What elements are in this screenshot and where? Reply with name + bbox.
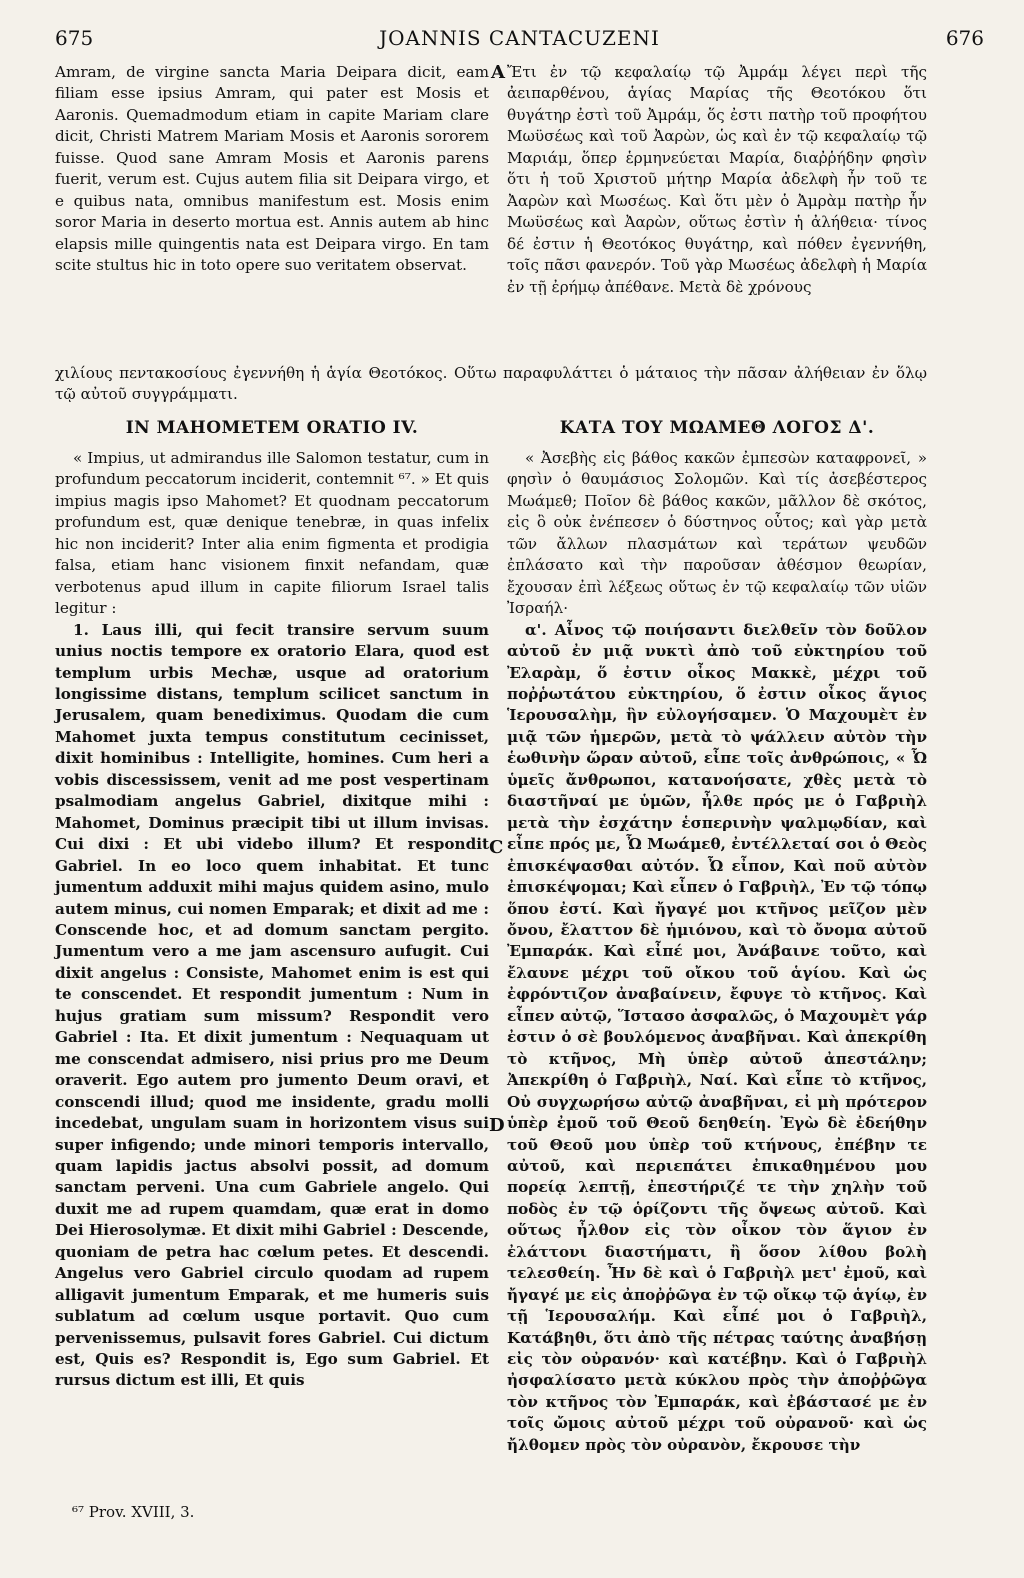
greek-intro-paragraph: « Ἀσεβὴς εἰς βάθος κακῶν ἐμπεσὼν καταφρονεῖ, » φησὶν ὁ θαυμάσιος Σολομῶν. Καὶ τίς ἀσεβέστερος Μωάμεθ; Ποῖον δὲ βάθος κακῶν, μᾶλλον δὲ σκότος, εἰς ὃ οὐκ ἐνέπεσεν ὁ δύστηνος οὗτος; καὶ γὰρ μετὰ τῶν ἄλλων πλασμάτων καὶ τεράτων ψευδῶν ἐπλάσατο καὶ τὴν παροῦσαν ἀθέσμον θεωρίαν, ἔχουσαν ἐπὶ λέξεως οὕτως ἐν τῷ κεφαλαίῳ τῶν υἱῶν Ἰσραήλ· bbox=[507, 449, 927, 618]
footnote: ⁶⁷ Prov. XVIII, 3. bbox=[72, 1503, 195, 1521]
latin-top-text: Amram, de virgine sancta Maria Deipara dicit, eam filiam esse ipsius Amram, qui pater est Mosis et Aaronis. Quemadmodum etiam in capite Mariam clare dicit, Christi Matrem Mariam Mosis et Aaronis sororem fuisse. Quod sane Amram Mosis et Aaronis parens fuerit, verum est. Cujus autem filia sit Deipara virgo, et e quibus nata, omnibus manifestum est. Mosis enim soror Maria in deserto mortua est. Annis autem ab hinc elapsis mille quingentis nata est Deipara virgo. En tam scite stultus hic in toto opere suo veritatem observat. bbox=[55, 63, 489, 275]
latin-intro-paragraph: « Impius, ut admirandus ille Salomon testatur, cum in profundum peccatorum inciderit, contemnit ⁶⁷. » Et quis impius magis ipso Mahomet? Et quodnam peccatorum profundum est, quæ denique tenebræ, in quas infelix hic non inciderit? Inter alia enim figmenta et prodigia falsa, etiam hanc visionem finxit nefandam, quæ verbotenus apud illum in capite filiorum Israel talis legitur : bbox=[55, 449, 489, 618]
margin-mark-a: A bbox=[491, 62, 505, 83]
greek-main-column bbox=[507, 448, 927, 1456]
margin-mark-c: C bbox=[489, 837, 504, 858]
right-page-number: 676 bbox=[945, 26, 984, 50]
latin-body-paragraph: 1. Laus illi, qui fecit transire servum suum unius noctis tempore ex oratorio Elara, quod est templum urbis Mechæ, usque ad oratorium longissime distans, templum scilicet sanctum in Jerusalem, quam benediximus. Quodam die cum Mahomet juxta tempus constitutum cecinisset, dixit hominibus : Intelligite, homines. Cum heri a vobis discessissem, venit ad me post vespertinam psalmodiam angelus Gabriel, dixitque mihi : Mahomet, Dominus præcipit tibi ut illum invisas. Cui dixi : Et ubi videbo illum? Et respondit Gabriel. In eo loco quem inhabitat. Et tunc jumentum adduxit mihi majus quidem asino, mulo autem minus, cui nomen Emparak; et dixit ad me : Conscende hoc, et ad domum sanctam pergito. Jumentum vero a me jam ascensuro aufugit. Cui dixit angelus : Consiste, Mahomet enim is est qui te conscendet. Et respondit jumentum : Num in hujus gratiam sum missum? Respondit vero Gabriel : Ita. Et dixit jumentum : Nequaquam ut me conscendat admisero, nisi prius pro me Deum oraverit. Ego autem pro jumento Deum oravi, et conscendi illud; quod me insidente, gradu molli incedebat, ungulam suam in horizontem visus sui super infigendo; unde minori temporis intervallo, quam lapidis jactus absolvi possit, ad domum sanctam perveni. Una cum Gabriele angelo. Qui duxit me ad rupem quamdam, quæ erat in domo Dei Hierosolymæ. Et dixit mihi Gabriel : Descende, quoniam de petra hac cœlum petes. Et descendi. Angelus vero Gabriel circulo quodam ad rupem alligavit jumentum Emparak, et me humeris suis sublatum ad cœlum usque portavit. Quo cum pervenissemus, pulsavit fores Gabriel. Cui dictum est, Quis es? Respondit is, Ego sum Gabriel. Et rursus dictum est illi, Et quis bbox=[55, 620, 489, 1390]
greek-overflow-text: χιλίους πεντακοσίους ἐγεννήθη ἡ ἁγία Θεοτόκος. Οὕτω παραφυλάττει ὁ μάταιος τὴν πᾶσαν ἀλήθειαν ἐν ὅλῳ τῷ αὐτοῦ συγγράμματι. bbox=[55, 364, 927, 404]
greek-overflow-paragraph bbox=[55, 363, 927, 406]
latin-top-paragraph bbox=[55, 62, 489, 277]
running-title: JOANNIS CANTACUZENI bbox=[379, 26, 660, 50]
latin-main-column bbox=[55, 448, 489, 1392]
greek-section-title: ΚΑΤΑ ΤΟΥ ΜΩΑΜΕΘ ΛΟΓΟΣ Δ'. bbox=[559, 418, 875, 438]
running-header bbox=[55, 26, 984, 56]
greek-body-paragraph: α'. Αἶνος τῷ ποιήσαντι διελθεῖν τὸν δοῦλον αὐτοῦ ἐν μιᾷ νυκτὶ ἀπὸ τοῦ εὐκτηρίου τοῦ Ἐλαρὰμ, ὅ ἐστιν οἶκος Μακκὲ, μέχρι τοῦ ποῤῥωτάτου εὐκτηρίου, ὅ ἐστιν οἶκος ἅγιος Ἱερουσαλὴμ, ἣν εὐλογήσαμεν. Ὁ Μαχουμὲτ ἐν μιᾷ τῶν ἡμερῶν, μετὰ τὸ ψάλλειν αὐτὸν τὴν ἑωθινὴν ὥραν αὐτοῦ, εἶπε τοῖς ἀνθρώποις, « Ὦ ὑμεῖς ἄνθρωποι, κατανοήσατε, χθὲς μετὰ τὸ διαστῆναί με ὑμῶν, ἦλθε πρός με ὁ Γαβριὴλ μετὰ τὴν ἐσχάτην ἑσπερινὴν ψαλμῳδίαν, καὶ εἶπε πρός με, Ὦ Μωάμεθ, ἐντέλλεταί σοι ὁ Θεὸς ἐπισκέψασθαι αὐτόν. Ὦ εἶπον, Καὶ ποῦ αὐτὸν ἐπισκέψομαι; Καὶ εἶπεν ὁ Γαβριὴλ, Ἐν τῷ τόπῳ ὅπου ἐστί. Καὶ ἤγαγέ μοι κτῆνος μεῖζον μὲν ὄνου, ἔλαττον δὲ ἡμιόνου, καὶ τὸ ὄνομα αὐτοῦ Ἐμπαράκ. Καὶ εἶπέ μοι, Ἀνάβαινε τοῦτο, καὶ ἔλαυνε μέχρι τοῦ οἴκου τοῦ ἁγίου. Καὶ ὡς ἐφρόντιζον ἀναβαίνειν, ἔφυγε τὸ κτῆνος. Καὶ εἶπεν αὐτῷ, Ἵστασο ἀσφαλῶς, ὁ Μαχουμὲτ γάρ ἐστιν ὁ σὲ βουλόμενος ἀναβῆναι. Καὶ ἀπεκρίθη τὸ κτῆνος, Μὴ ὑπὲρ αὐτοῦ ἀπεστάλην; Ἀπεκρίθη ὁ Γαβριὴλ, Ναί. Καὶ εἶπε τὸ κτῆνος, Οὐ συγχωρήσω αὐτῷ ἀναβῆναι, εἰ μὴ πρότερον ὑπὲρ ἐμοῦ τοῦ Θεοῦ δεηθείη. Ἐγὼ δὲ ἐδεήθην τοῦ Θεοῦ μου ὑπὲρ τοῦ κτήνους, ἐπέβην τε αὐτοῦ, καὶ περιεπάτει ἐπικαθημένου μου πορείᾳ λεπτῇ, ἐπεστήριζέ τε τὴν χηλὴν τοῦ ποδὸς ἐν τῷ ὁρίζοντι τῆς ὄψεως αὐτοῦ. Καὶ οὕτως ἦλθον εἰς τὸν οἶκον τὸν ἅγιον ἐν ἐλάττονι διαστήματι, ἢ ὅσον λίθου βολὴ τελεσθείη. Ἦν δὲ καὶ ὁ Γαβριὴλ μετ' ἐμοῦ, καὶ ἤγαγέ με εἰς ἀποῤῥῶγα ἐν τῷ οἴκῳ τῷ ἁγίῳ, ἐν τῇ Ἱερουσαλήμ. Καὶ εἶπέ μοι ὁ Γαβριὴλ, Κατάβηθι, ὅτι ἀπὸ τῆς πέτρας ταύτης ἀναβήσῃ εἰς τὸν οὐρανόν· καὶ κατέβην. Καὶ ὁ Γαβριὴλ ἠσφαλίσατο μετὰ κύκλου πρὸς τὴν ἀποῤῥῶγα τὸν κτῆνος τὸν Ἐμπαράκ, καὶ ἐβάστασέ με ἐν τοῖς ὤμοις αὐτοῦ μέχρι τοῦ οὐρανοῦ· καὶ ὡς ἤλθομεν πρὸς τὸν οὐρανὸν, ἔκρουσε τὴν bbox=[507, 620, 927, 1454]
left-page-number: 675 bbox=[55, 26, 94, 50]
margin-mark-d: D bbox=[489, 1115, 505, 1136]
greek-top-paragraph bbox=[507, 62, 927, 298]
latin-section-title: IN MAHOMETEM ORATIO IV. bbox=[125, 418, 419, 438]
greek-top-text: Ἔτι ἐν τῷ κεφαλαίῳ τῷ Ἀμράμ λέγει περὶ τῆς ἀειπαρθένου, ἁγίας Μαρίας τῆς Θεοτόκου ὅτι θυγάτηρ ἐστὶ τοῦ Ἀμράμ, ὅς ἐστι πατὴρ τοῦ προφήτου Μωϋσέως καὶ τοῦ Ἀαρὼν, ὡς καὶ ἐν τῷ κεφαλαίῳ τῷ Μαριάμ, ὅπερ ἑρμηνεύεται Μαρία, διαῤῥήδην φησὶν ὅτι ἡ τοῦ Χριστοῦ μήτηρ Μαρία ἀδελφὴ ἦν τοῦ τε Ἀαρὼν καὶ Μωσέως. Καὶ ὅτι μὲν ὁ Ἀμρὰμ πατὴρ ἦν Μωϋσέως καὶ Ἀαρὼν, οὕτως ἐστὶν ἡ ἀλήθεια· τίνος δέ ἐστιν ἡ Θεοτόκος θυγάτηρ, καὶ πόθεν ἐγεννήθη, τοῖς πᾶσι φανερόν. Τοῦ γὰρ Μωσέως ἀδελφὴ ἡ Μαρία ἐν τῇ ἐρήμῳ ἀπέθανε. Μετὰ δὲ χρόνους bbox=[507, 63, 927, 296]
